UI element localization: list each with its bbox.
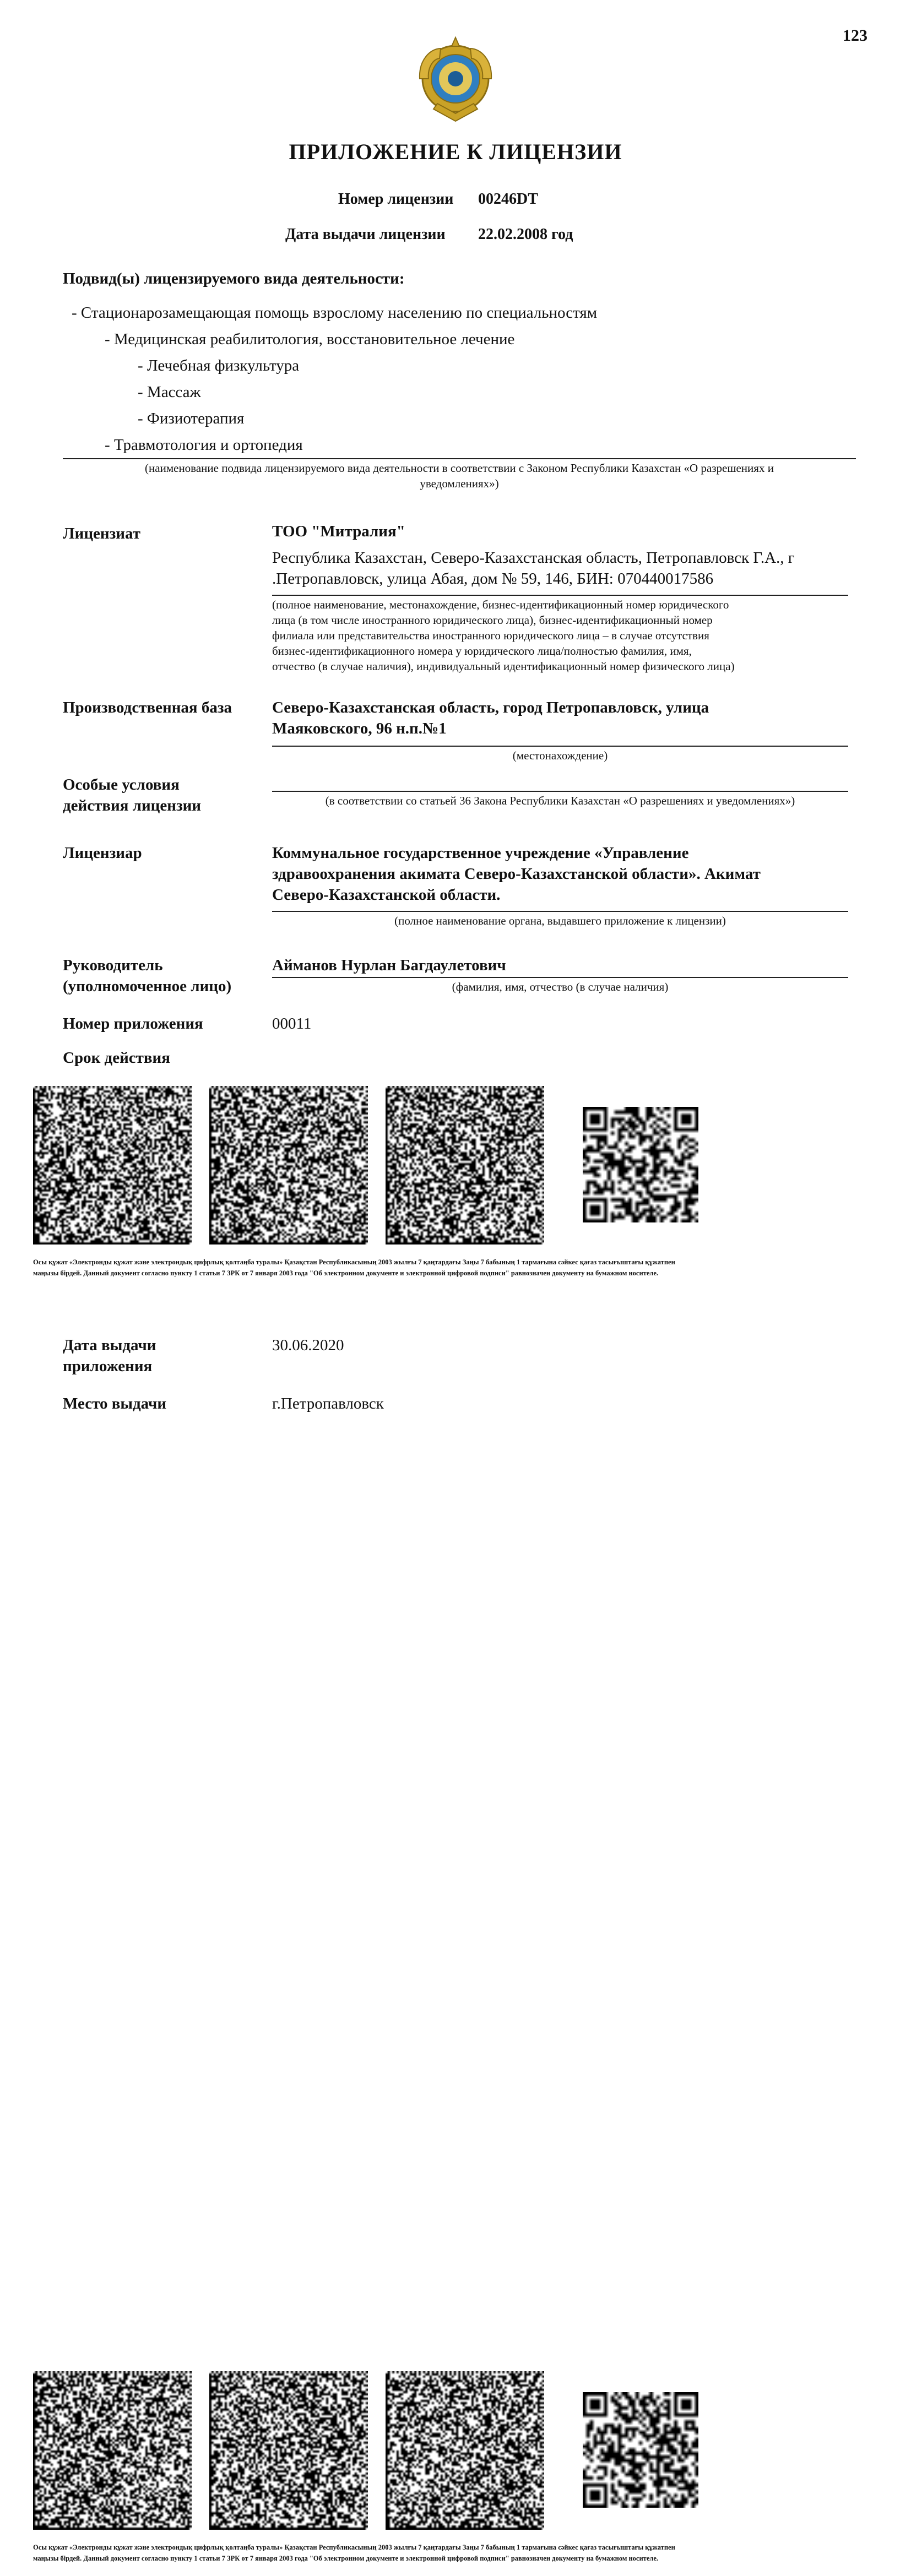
activity-item: - Медицинская реабилитология, восстановительное лечение: [105, 330, 515, 348]
issue-date-label: Дата выдачи лицензии: [285, 226, 446, 243]
appendix-issue-date-label: Дата выдачи приложения: [63, 1336, 156, 1375]
head-caption: (фамилия, имя, отчество (в случае наличия): [452, 980, 669, 993]
production-base-label: Производственная база: [63, 699, 232, 716]
activities-heading: Подвид(ы) лицензируемого вида деятельности:: [63, 270, 405, 287]
legal-note: Осы құжат «Электронды құжат және электрондық цифрлық қолтаңба туралы» Қазақстан Республикасының 2003 жылғы 7 қаңтардағы Заңы 7 бабының 1 тармағына сәйкес қағаз тасығыштағы құжатпен маңызы бірдей. Данный документ согласно пункту 1 статьи 7 ЗРК от 7 января 2003 года "Об электронном документе и электронной цифровой подписи" равнозначен документу на бумажном носителе.: [33, 2544, 675, 2562]
licensor-rule: [272, 911, 848, 912]
datamatrix-code: [209, 2371, 368, 2530]
license-number-label: Номер лицензии: [338, 191, 454, 208]
datamatrix-code: [386, 1086, 544, 1244]
licensee-caption: (полное наименование, местонахождение, бизнес-идентификационный номер юридического лица (в том числе иностранного юридического лица), бизнес-идентификационный номер филиала или представительства иностранного юридического лица – в случае отсутствия бизнес-идентификационного номера у юридического лица/полностью фамилия, имя, отчество (в случае наличия), индивидуальный идентификационный номер физического лица): [272, 598, 735, 673]
licensee-label: Лицензиат: [63, 525, 140, 542]
activities-caption: (наименование подвида лицензируемого вида деятельности в соответствии с Законом Республики Казахстан «О разрешениях и уведомлениях»): [145, 461, 774, 490]
datamatrix-code: [33, 2371, 192, 2530]
page-number: 123: [843, 26, 867, 45]
activity-item: - Стационарозамещающая помощь взрослому населению по специальностям: [72, 304, 598, 322]
license-number: 00246DT: [478, 191, 538, 208]
activity-item: - Травмотология и ортопедия: [105, 436, 303, 454]
special-conditions-caption: (в соответствии со статьей 36 Закона Республики Казахстан «О разрешениях и уведомлениях»): [325, 794, 795, 807]
production-base-rule: [272, 746, 848, 747]
special-conditions-rule: [272, 791, 848, 792]
licensee-rule: [272, 595, 848, 596]
licensor-caption: (полное наименование органа, выдавшего приложение к лицензии): [394, 914, 726, 927]
appendix-issue-date: 30.06.2020: [272, 1336, 344, 1354]
datamatrix-code: [209, 1086, 368, 1244]
emblem-ring: [420, 37, 491, 121]
qr-code: [583, 2392, 698, 2508]
place: г.Петропавловск: [272, 1395, 384, 1412]
appendix-number-label: Номер приложения: [63, 1015, 203, 1032]
appendix-number: 00011: [272, 1015, 312, 1032]
validity-label: Срок действия: [63, 1049, 170, 1067]
activity-item: - Массаж: [138, 383, 201, 401]
licensor-label: Лицензиар: [63, 844, 142, 862]
production-base-address: Северо-Казахстанская область, город Петропавловск, улица Маяковского, 96 н.п.№1: [272, 699, 709, 737]
licensee-address: Республика Казахстан, Северо-Казахстанская область, Петропавловск Г.А., г .Петропавловск, улица Абая, дом № 59, 146, БИН: 070440017586: [272, 549, 795, 588]
kazakhstan-state-emblem-icon: [414, 26, 497, 127]
issue-date: 22.02.2008 год: [478, 226, 573, 243]
licensee-name: ТОО "Митралия": [272, 523, 405, 540]
place-label: Место выдачи: [63, 1395, 167, 1412]
qr-code: [583, 1107, 698, 1222]
datamatrix-code: [33, 1086, 192, 1244]
legal-note: Осы құжат «Электронды құжат және электрондық цифрлық қолтаңба туралы» Қазақстан Республикасының 2003 жылғы 7 қаңтардағы Заңы 7 бабының 1 тармағына сәйкес қағаз тасығыштағы құжатпен маңызы бірдей. Данный документ согласно пункту 1 статьи 7 ЗРК от 7 января 2003 года "Об электронном документе и электронной цифровой подписи" равнозначен документу на бумажном носителе.: [33, 1258, 675, 1277]
document-title: ПРИЛОЖЕНИЕ К ЛИЦЕНЗИИ: [289, 139, 622, 164]
head-name: Айманов Нурлан Багдаулетович: [272, 957, 506, 974]
special-conditions-label: Особые условия действия лицензии: [63, 776, 202, 814]
activity-item: - Лечебная физкультура: [138, 357, 300, 374]
head-label: Руководитель (уполномоченное лицо): [63, 957, 232, 995]
datamatrix-code: [386, 2371, 544, 2530]
head-rule: [272, 977, 848, 978]
production-base-caption: (местонахождение): [512, 749, 608, 762]
activities-rule: [63, 458, 856, 459]
licensor-name: Коммунальное государственное учреждение «Управление здравоохранения акимата Северо-Казахстанской области». Акимат Северо-Казахстанской области.: [272, 844, 761, 904]
activity-item: - Физиотерапия: [138, 410, 245, 427]
